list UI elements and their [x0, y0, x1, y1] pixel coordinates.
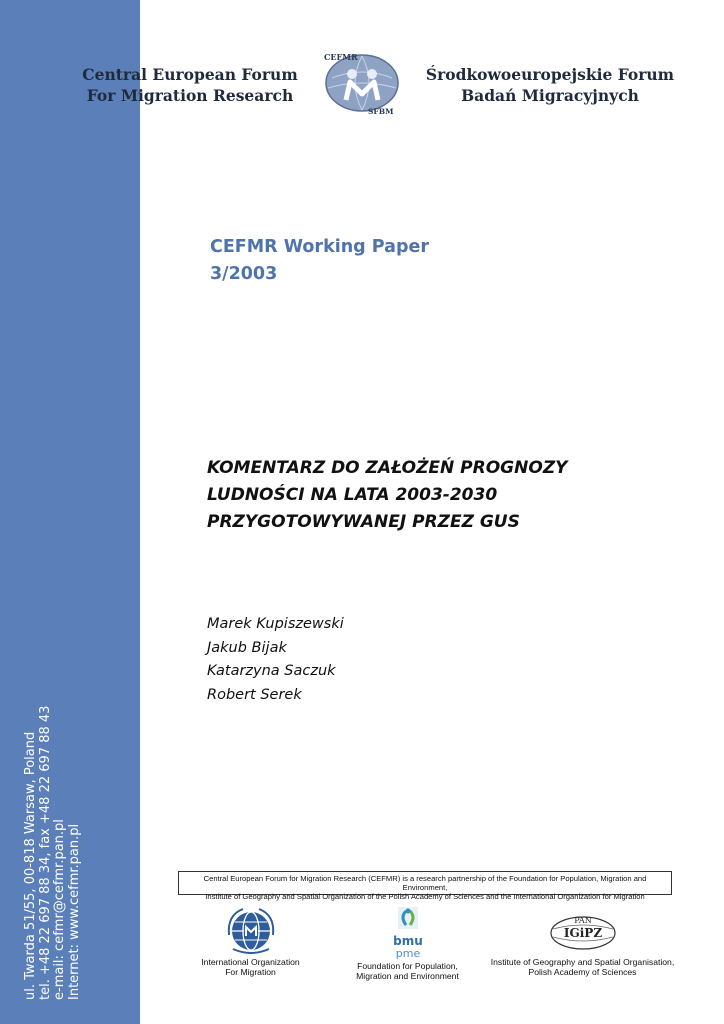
author-3: Katarzyna Saczuk	[207, 663, 336, 679]
pme-logo-text: pme	[395, 947, 420, 960]
header-right	[410, 64, 690, 106]
document-title	[207, 455, 687, 536]
org-pan	[490, 905, 675, 977]
logo-top-text: CEFMR	[324, 52, 358, 62]
author-2: Jakub Bijak	[207, 639, 287, 656]
org-bmu	[340, 905, 475, 981]
working-paper-number: 3/2003	[210, 264, 278, 284]
iom-logo-icon	[223, 905, 279, 957]
internet: Internet: www.cefmr.pan.pl	[66, 823, 82, 1000]
partnership-note	[178, 871, 672, 901]
iom-label-1: International Organization	[201, 957, 300, 967]
logo-bottom-text: SFBM	[368, 107, 394, 116]
sidebar-band	[0, 0, 140, 1024]
title-line-1: KOMENTARZ DO ZAŁOŻEŃ PROGNOZY	[207, 458, 568, 478]
pan-label-1: Institute of Geography and Spatial Organisation,	[490, 957, 675, 967]
org-iom	[188, 905, 313, 977]
title-line-2: LUDNOŚCI NA LATA 2003-2030	[207, 485, 498, 505]
cefmr-logo-icon	[318, 48, 406, 116]
phone: tel. +48 22 697 88 34, fax +48 22 697 88 43	[37, 705, 53, 1000]
author-list	[207, 613, 344, 707]
header-right-line1: Środkowoeuropejskie Forum	[425, 65, 675, 84]
contact-info	[24, 706, 82, 1000]
working-paper-series: CEFMR Working Paper	[210, 237, 429, 257]
iom-label-2: For Migration	[225, 967, 276, 977]
partnership-line-2: Institute of Geography and Spatial Organization of the Polish Academy of Sciences and the International Organization for Migration	[205, 892, 645, 901]
title-line-3: PRZYGOTOWYWANEJ PRZEZ GUS	[207, 512, 520, 532]
partnership-line-1: Central European Forum for Migration Research (CEFMR) is a research partnership of the Foundation for Population, Migration and Environment,	[203, 874, 647, 892]
bmu-logo-icon	[380, 905, 436, 961]
igipz-logo-text: IGiPZ	[563, 926, 602, 940]
header-left-line1: Central European Forum	[82, 65, 298, 84]
pan-logo-text: PAN	[573, 916, 592, 925]
pan-igipz-logo-icon	[548, 905, 618, 957]
header-right-line2: Badań Migracyjnych	[461, 86, 639, 105]
header-left	[70, 64, 310, 106]
bmu-logo-text: bmu	[392, 934, 423, 948]
email: e-mail: cefmr@cefmr.pan.pl	[52, 819, 67, 1000]
bmu-label-2: Migration and Environment	[356, 971, 459, 981]
working-paper-title	[210, 234, 429, 288]
bmu-label-1: Foundation for Population,	[357, 961, 458, 971]
header-left-line2: For Migration Research	[86, 86, 294, 105]
address: ul. Twarda 51/55, 00-818 Warsaw, Poland	[23, 731, 38, 1000]
author-4: Robert Serek	[207, 686, 302, 703]
author-1: Marek Kupiszewski	[207, 616, 344, 632]
pan-label-2: Polish Academy of Sciences	[528, 967, 637, 977]
